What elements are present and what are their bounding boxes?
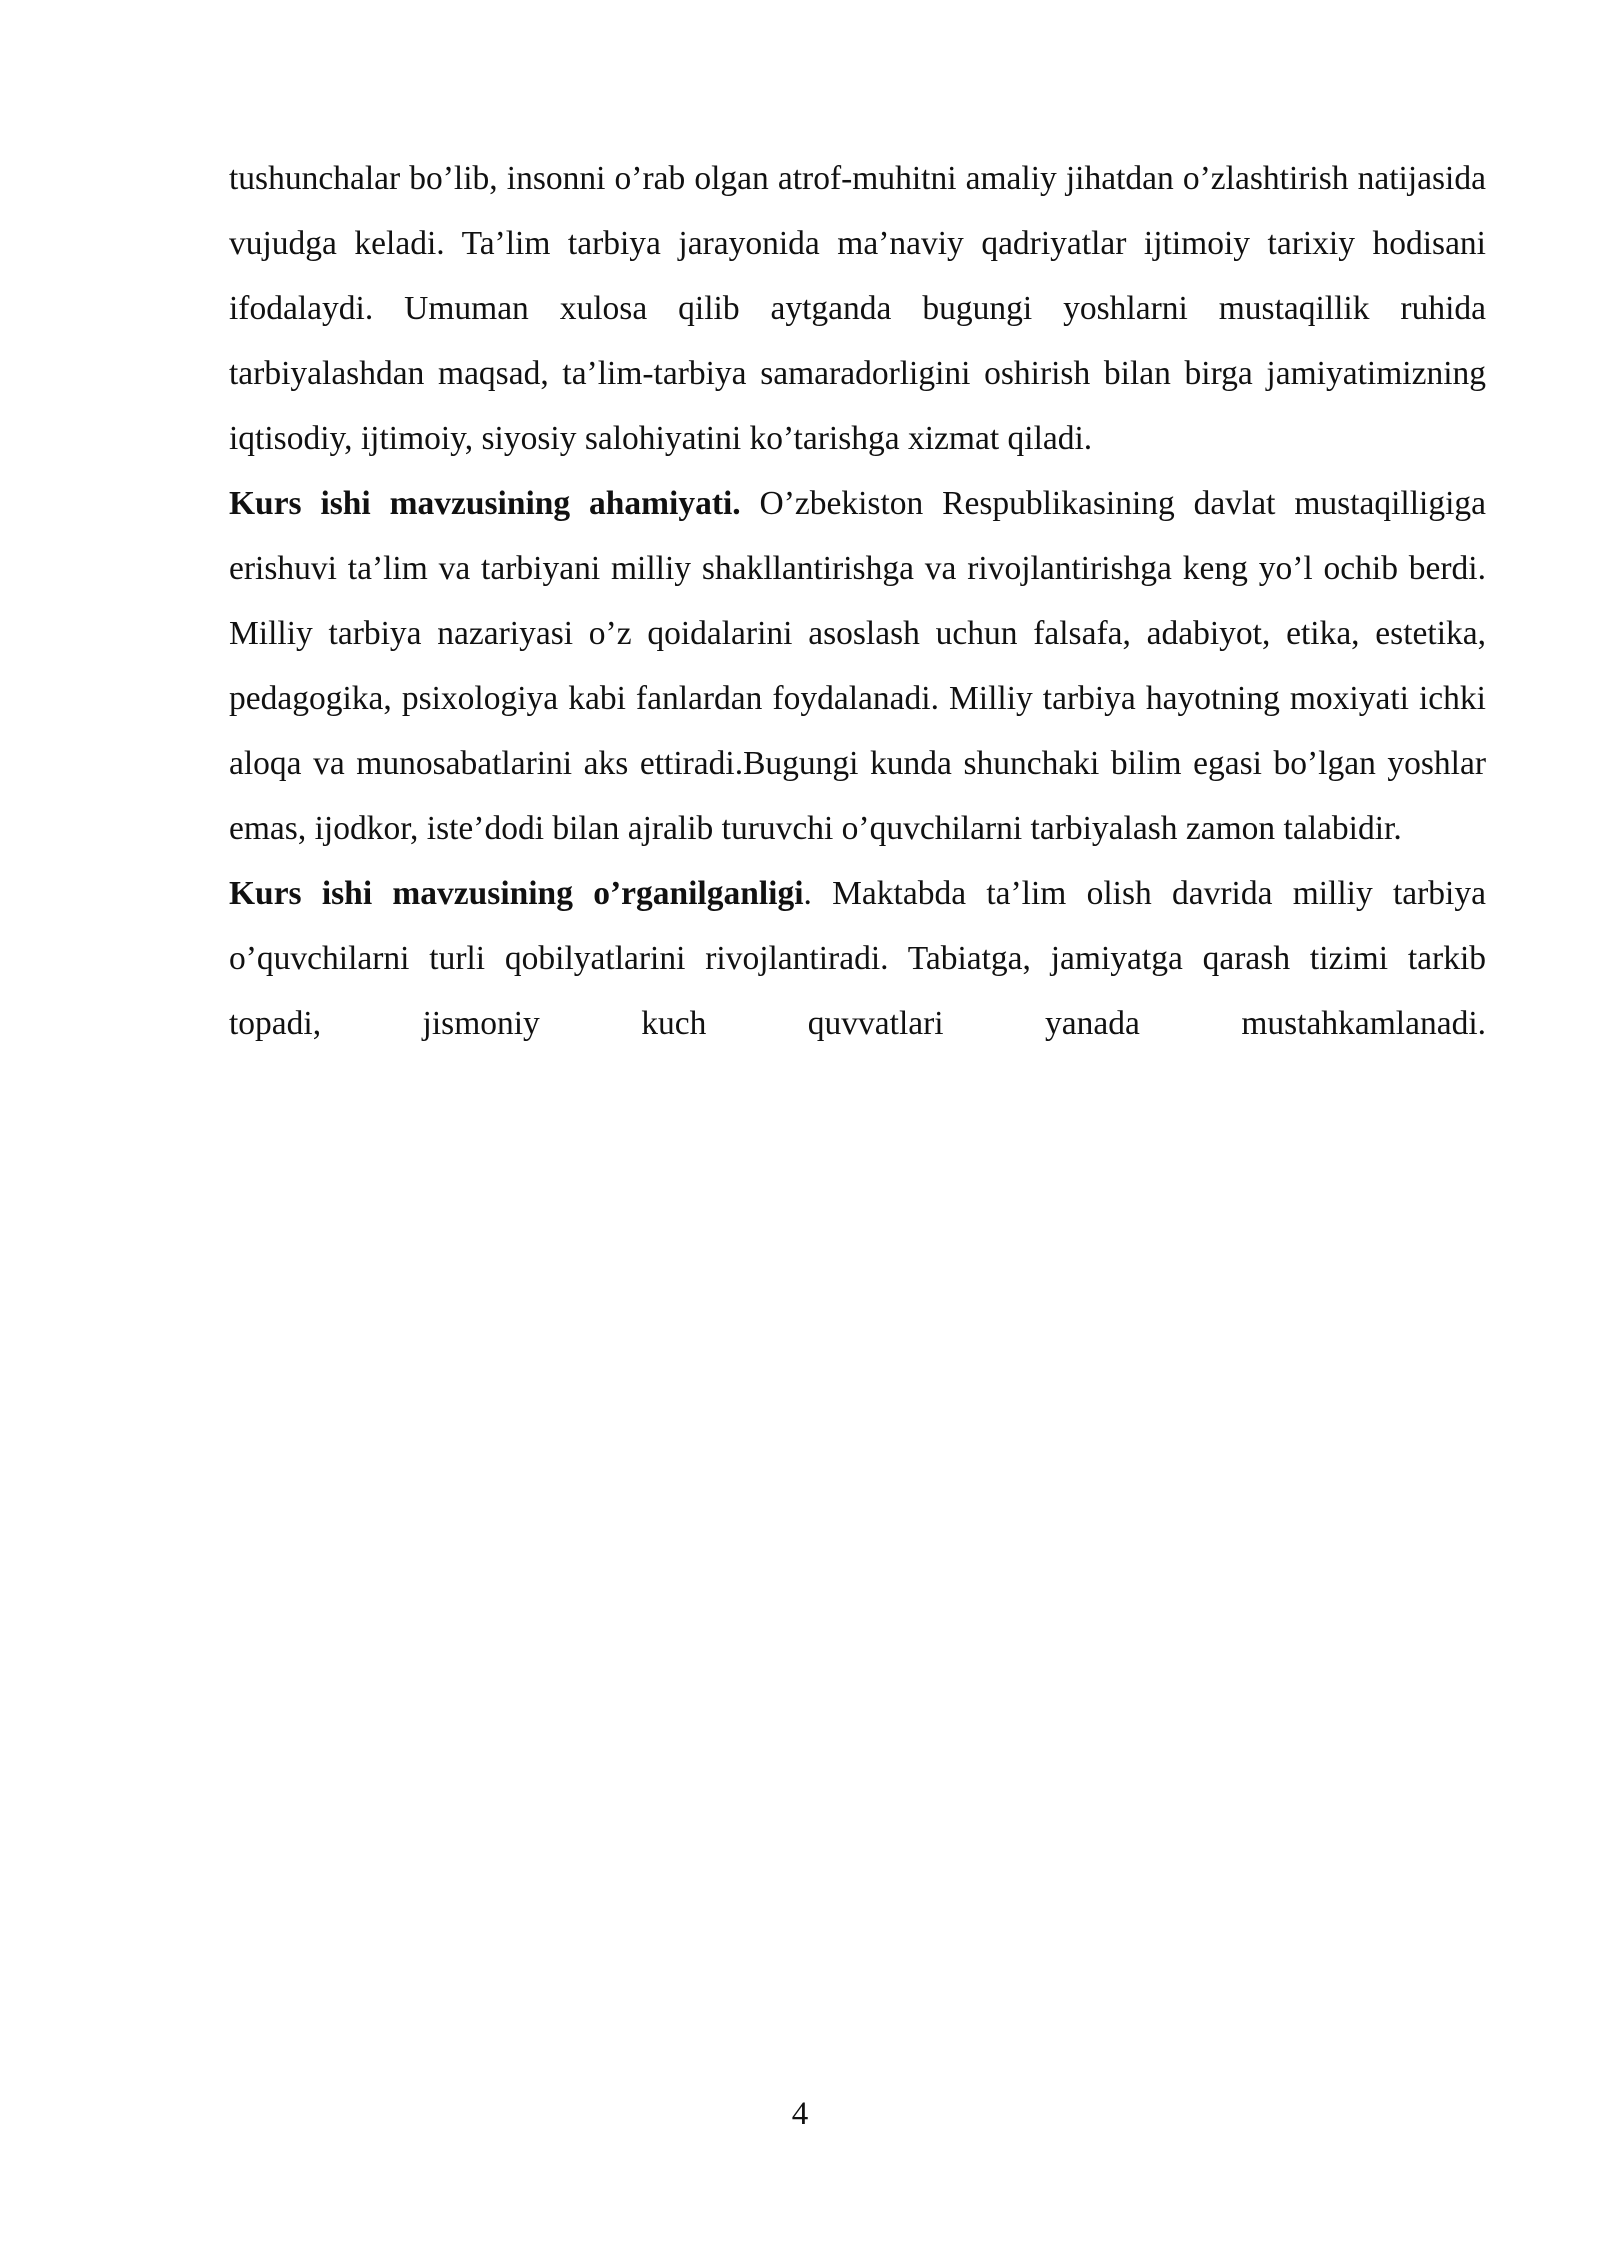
paragraph-3 <box>229 861 1486 1056</box>
paragraph-2 <box>229 471 1486 861</box>
page-number: 4 <box>791 2096 809 2132</box>
section-heading-organilganligi: Kurs ishi mavzusining o’rganilganligi <box>229 875 804 912</box>
paragraph-2-text: O’zbekiston Respublikasining davlat mustaqilligiga erishuvi ta’lim va tarbiyani milliy shakllantirishga va rivojlantirishga keng yo’l ochib berdi. Milliy tarbiya nazariyasi o’z qoidalarini asoslash uchun falsafa, adabiyot, etika, estetika, pedagogika, psixologiya kabi fanlardan foydalanadi. Milliy tarbiya hayotning moxiyati ichki aloqa va munosabatlarini aks ettiradi.Bugungi kunda shunchaki bilim egasi bo’lgan yoshlar emas, ijodkor, iste’dodi bilan ajralib turuvchi o’quvchilarni tarbiyalash zamon talabidir. <box>229 485 1486 847</box>
paragraph-1-text: tushunchalar bo’lib, insonni o’rab olgan atrof-muhitni amaliy jihatdan o’zlashtirish natijasida vujudga keladi. Ta’lim tarbiya jarayonida ma’naviy qadriyatlar ijtimoiy tarixiy hodisani ifodalaydi. Umuman xulosa qilib aytganda bugungi yoshlarni mustaqillik ruhida tarbiyalashdan maqsad, ta’lim-tarbiya samaradorligini oshirish bilan birga jamiyatimizning iqtisodiy, ijtimoiy, siyosiy salohiyatini ko’tarishga xizmat qiladi. <box>229 160 1486 457</box>
paragraph-1 <box>229 146 1486 471</box>
document-body <box>229 146 1486 1056</box>
paragraph-3-text: . Maktabda ta’lim olish davrida milliy tarbiya o’quvchilarni turli qobilyatlarini rivojlantiradi. Tabiatga, jamiyatga qarash tizimi tarkib topadi, jismoniy kuch quvvatlari yanada mustahkamlanadi. <box>229 875 1486 1042</box>
section-heading-ahamiyati: Kurs ishi mavzusining ahamiyati. <box>229 485 741 522</box>
